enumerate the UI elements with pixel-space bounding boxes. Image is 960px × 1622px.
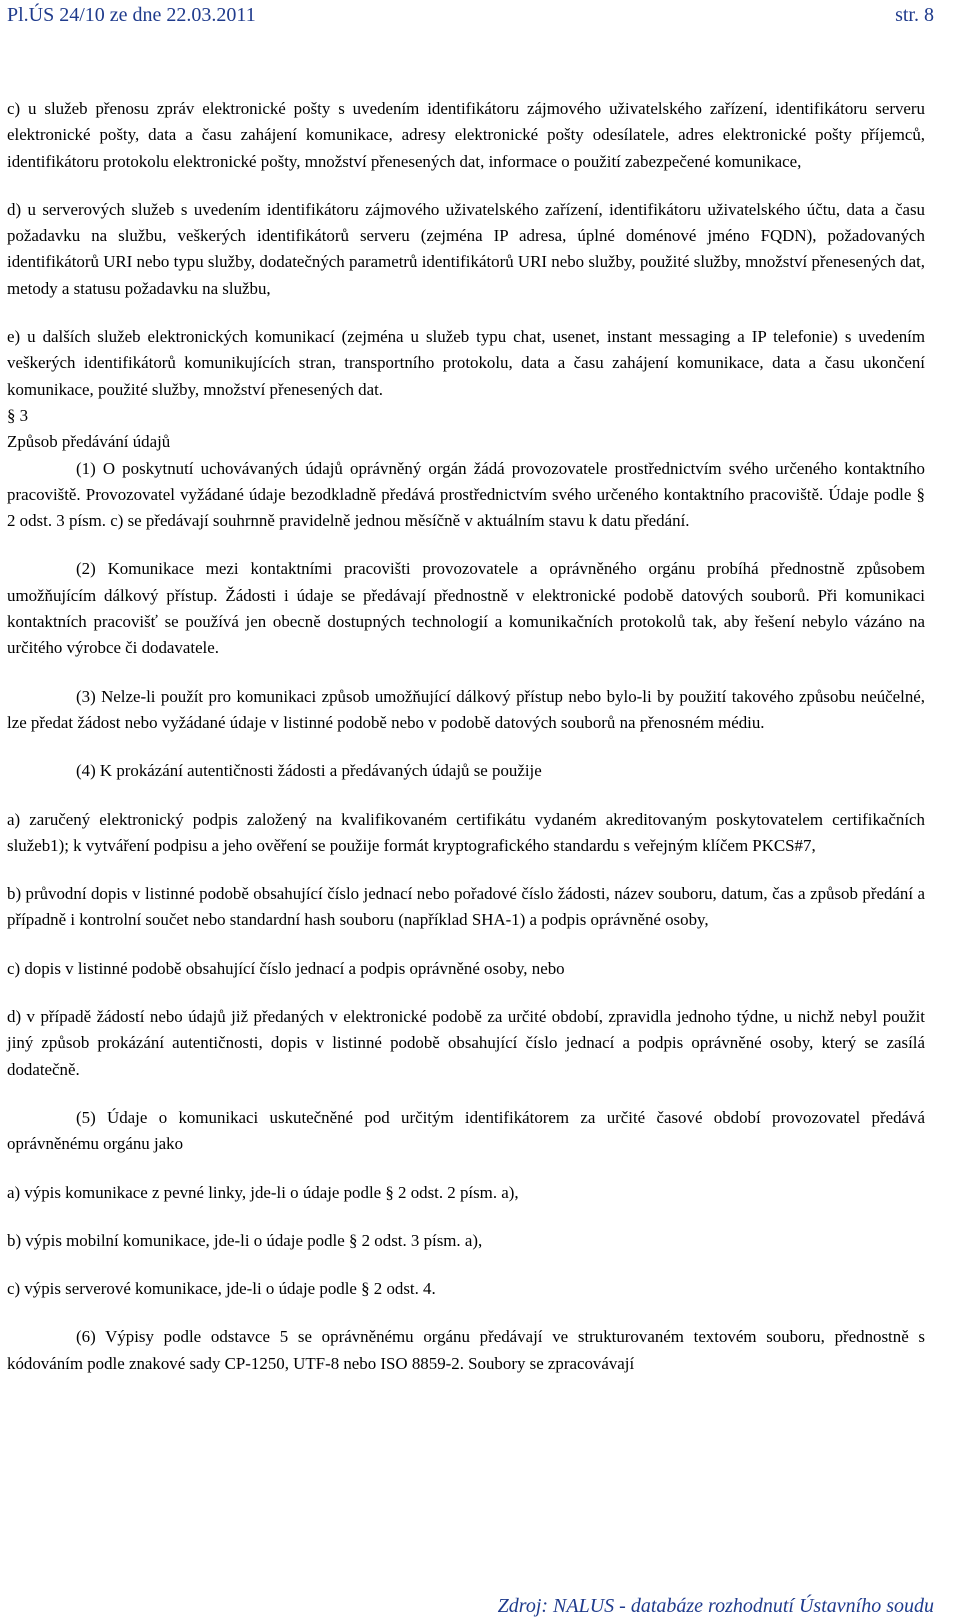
paragraph-5-item-a: a) výpis komunikace z pevné linky, jde-li o údaje podle § 2 odst. 2 písm. a), — [7, 1182, 519, 1202]
paragraph-5: (5) Údaje o komunikaci uskutečněné pod určitým identifikátorem za určité časové období provozovatel předává oprávněnému orgánu jako — [7, 1107, 925, 1154]
item-d: d) u serverových služeb s uvedením identifikátoru zájmového uživatelského zařízení, identifikátoru uživatelského účtu, data a času požadavku na službu, veškerých identifikátorů serveru (zejména IP adresa, úplné doménové jméno FQDN), požadovaných identifikátorů URI nebo typu služby, dodatečných parametrů identifikátorů URI nebo služby, použité služby, množství přenesených dat, metody a statusu požadavku na službu, — [7, 199, 925, 298]
section-number: § 3 — [7, 405, 29, 425]
page-header — [7, 4, 934, 28]
paragraph-4-item-d: d) v případě žádostí nebo údajů již předaných v elektronické podobě za určité období, zpravidla jednoho týdne, u nichž nebyl použit jiný způsob prokázání autentičnosti, dopis v listinné podobě obsahující číslo jednací a podpis oprávněné osoby, který se zasílá dodatečně. — [7, 1007, 925, 1079]
case-reference: Pl.ÚS 24/10 ze dne 22.03.2011 — [7, 4, 256, 26]
paragraph-4-item-c: c) dopis v listinné podobě obsahující číslo jednací a podpis oprávněné osoby, nebo — [7, 958, 565, 978]
section-title: Způsob předávání údajů — [7, 432, 171, 452]
paragraph-5-item-c: c) výpis serverové komunikace, jde-li o údaje podle § 2 odst. 4. — [7, 1279, 436, 1299]
paragraph-4-item-b: b) průvodní dopis v listinné podobě obsahující číslo jednací nebo pořadové číslo žádosti, název souboru, datum, čas a způsob předání a případně i kontrolní součet nebo standardní hash souboru (například SHA-1) a podpis oprávněné osoby, — [7, 884, 925, 930]
document-body — [7, 96, 925, 1377]
paragraph-4: (4) K prokázání autentičnosti žádosti a předávaných údajů se použije — [76, 761, 542, 781]
page-number: str. 8 — [895, 4, 934, 26]
paragraph-4-item-a: a) zaručený elektronický podpis založený na kvalifikovaném certifikátu vydaném akreditovaným poskytovatelem certifikačních služeb1); k vytváření podpisu a jeho ověření se použije formát kryptografického standardu s veřejným klíčem PKCS#7, — [7, 809, 925, 855]
item-e: e) u dalších služeb elektronických komunikací (zejména u služeb typu chat, usenet, instant messaging a IP telefonie) s uvedením veškerých identifikátorů komunikujících stran, transportního protokolu, data a času zahájení komunikace, data a času ukončení komunikace, použité služby, množství přenesených dat. — [7, 327, 925, 399]
paragraph-5-item-b: b) výpis mobilní komunikace, jde-li o údaje podle § 2 odst. 3 písm. a), — [7, 1230, 483, 1250]
source-footer: Zdroj: NALUS - databáze rozhodnutí Ústavního soudu — [497, 1595, 934, 1617]
paragraph-3: (3) Nelze-li použít pro komunikaci způsob umožňující dálkový přístup nebo bylo-li by použití takového způsobu neúčelné, lze předat žádost nebo vyžádané údaje v listinné podobě nebo v podobě datových souborů na přenosném médiu. — [7, 686, 925, 732]
paragraph-6: (6) Výpisy podle odstavce 5 se oprávněnému orgánu předávají ve strukturovaném textovém souboru, přednostně s kódováním podle znakové sady CP-1250, UTF-8 nebo ISO 8859-2. Soubory se zpracovávají — [7, 1327, 925, 1373]
item-c: c) u služeb přenosu zpráv elektronické pošty s uvedením identifikátoru zájmového uživatelského zařízení, identifikátoru serveru elektronické pošty, data a času zahájení komunikace, adresy elektronické pošty odesílatele, adres elektronické pošty příjemců, identifikátoru protokolu elektronické pošty, množství přenesených dat, informace o použití zabezpečené komunikace, — [7, 99, 925, 171]
paragraph-1: (1) O poskytnutí uchovávaných údajů oprávněný orgán žádá provozovatele prostřednictvím svého určeného kontaktního pracoviště. Provozovatel vyžádané údaje bezodkladně předává prostřednictvím svého určeného kontaktního pracoviště. Údaje podle § 2 odst. 3 písm. c) se předávají souhrnně pravidelně jednou měsíčně v aktuálním stavu k datu předání. — [7, 458, 925, 531]
paragraph-2: (2) Komunikace mezi kontaktními pracovišti provozovatele a oprávněného orgánu probíhá přednostně způsobem umožňujícím dálkový přístup. Žádosti i údaje se předávají přednostně v elektronické podobě datových souborů. Při komunikaci kontaktních pracovišť se používá jen obecně dostupných technologií a komunikačních protokolů tak, aby řešení nebylo vázáno na určitého výrobce či dodavatele. — [7, 559, 925, 658]
